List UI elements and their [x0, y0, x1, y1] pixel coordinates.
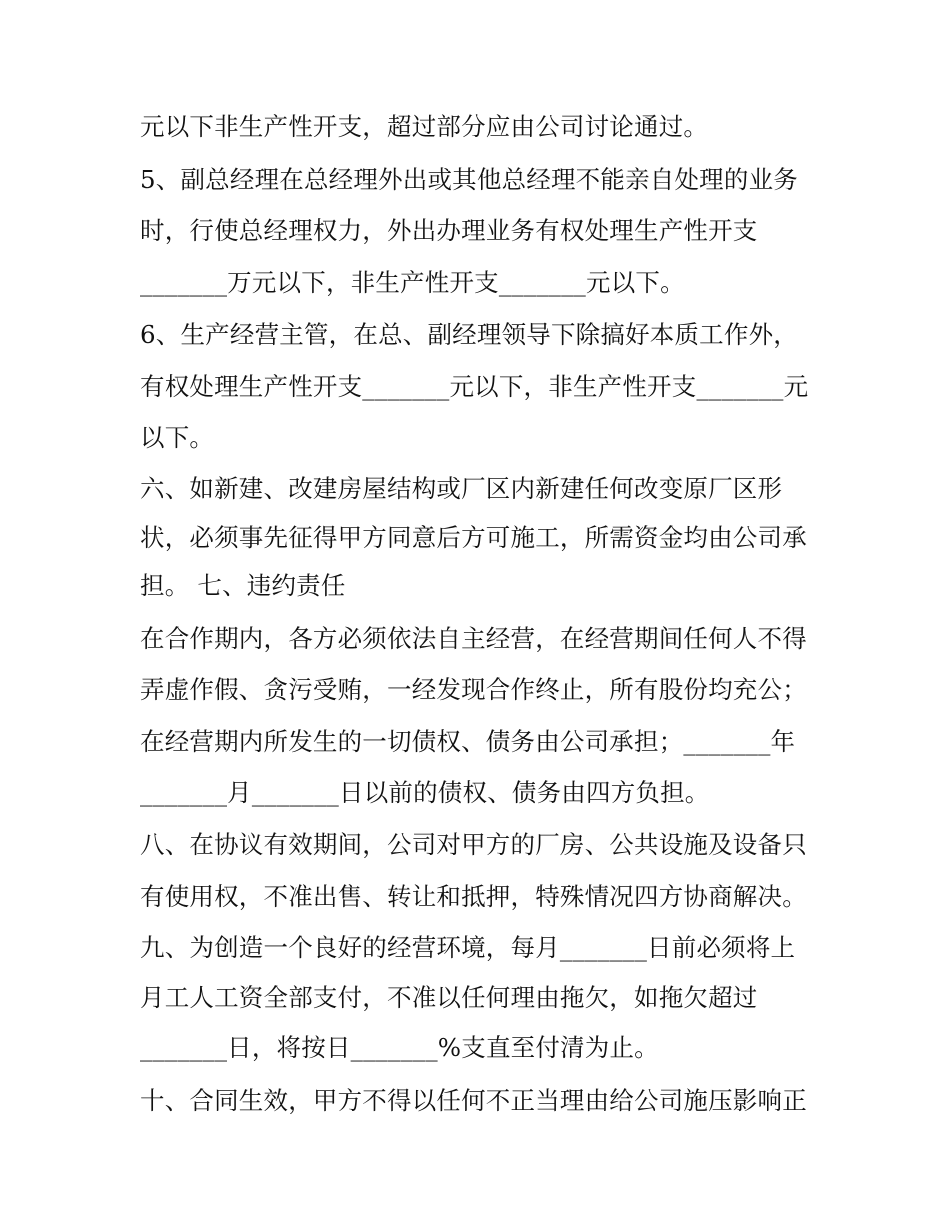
text-line: _______月_______日以前的债权、债务由四方负担。 [140, 778, 710, 807]
text-line: 5、副总经理在总经理外出或其他总经理不能亲自处理的业务 [140, 165, 798, 194]
text-line: 八、在协议有效期间，公司对甲方的厂房、公共设施及设备只 [140, 830, 807, 859]
text-line: 九、为创造一个良好的经营环境，每月_______日前必须将上 [140, 933, 796, 962]
text-line: _______万元以下，非生产性开支_______元以下。 [140, 268, 685, 297]
text-line: 在合作期内，各方必须依法自主经营，在经营期间任何人不得 [140, 624, 807, 653]
text-line: 有权处理生产性开支_______元以下，非生产性开支_______元 [140, 372, 809, 401]
text-line: 六、如新建、改建房屋结构或厂区内新建任何改变原厂区形 [140, 474, 783, 503]
text-line: 有使用权，不准出售、转让和抵押，特殊情况四方协商解决。 [140, 882, 807, 911]
text-line: 以下。 [140, 423, 215, 452]
text-line: 担。 七、违约责任 [140, 571, 346, 600]
text-line: 在经营期内所发生的一切债权、债务由公司承担；_______年 [140, 727, 796, 756]
text-line: 时，行使总经理权力，外出办理业务有权处理生产性开支 [140, 216, 758, 245]
text-line: 状，必须事先征得甲方同意后方可施工，所需资金均由公司承 [140, 523, 807, 552]
text-line: 弄虚作假、贪污受贿，一经发现合作终止，所有股份均充公； [140, 675, 807, 704]
text-line: _______日，将按日_______%支直至付清为止。 [140, 1033, 659, 1062]
text-line: 月工人工资全部支付，不准以任何理由拖欠，如拖欠超过 [140, 983, 758, 1012]
text-line: 6、生产经营主管，在总、副经理领导下除搞好本质工作外， [140, 320, 798, 349]
text-line: 元以下非生产性开支，超过部分应由公司讨论通过。 [140, 112, 709, 141]
text-line: 十、合同生效，甲方不得以任何不正当理由给公司施压影响正 [140, 1086, 807, 1115]
